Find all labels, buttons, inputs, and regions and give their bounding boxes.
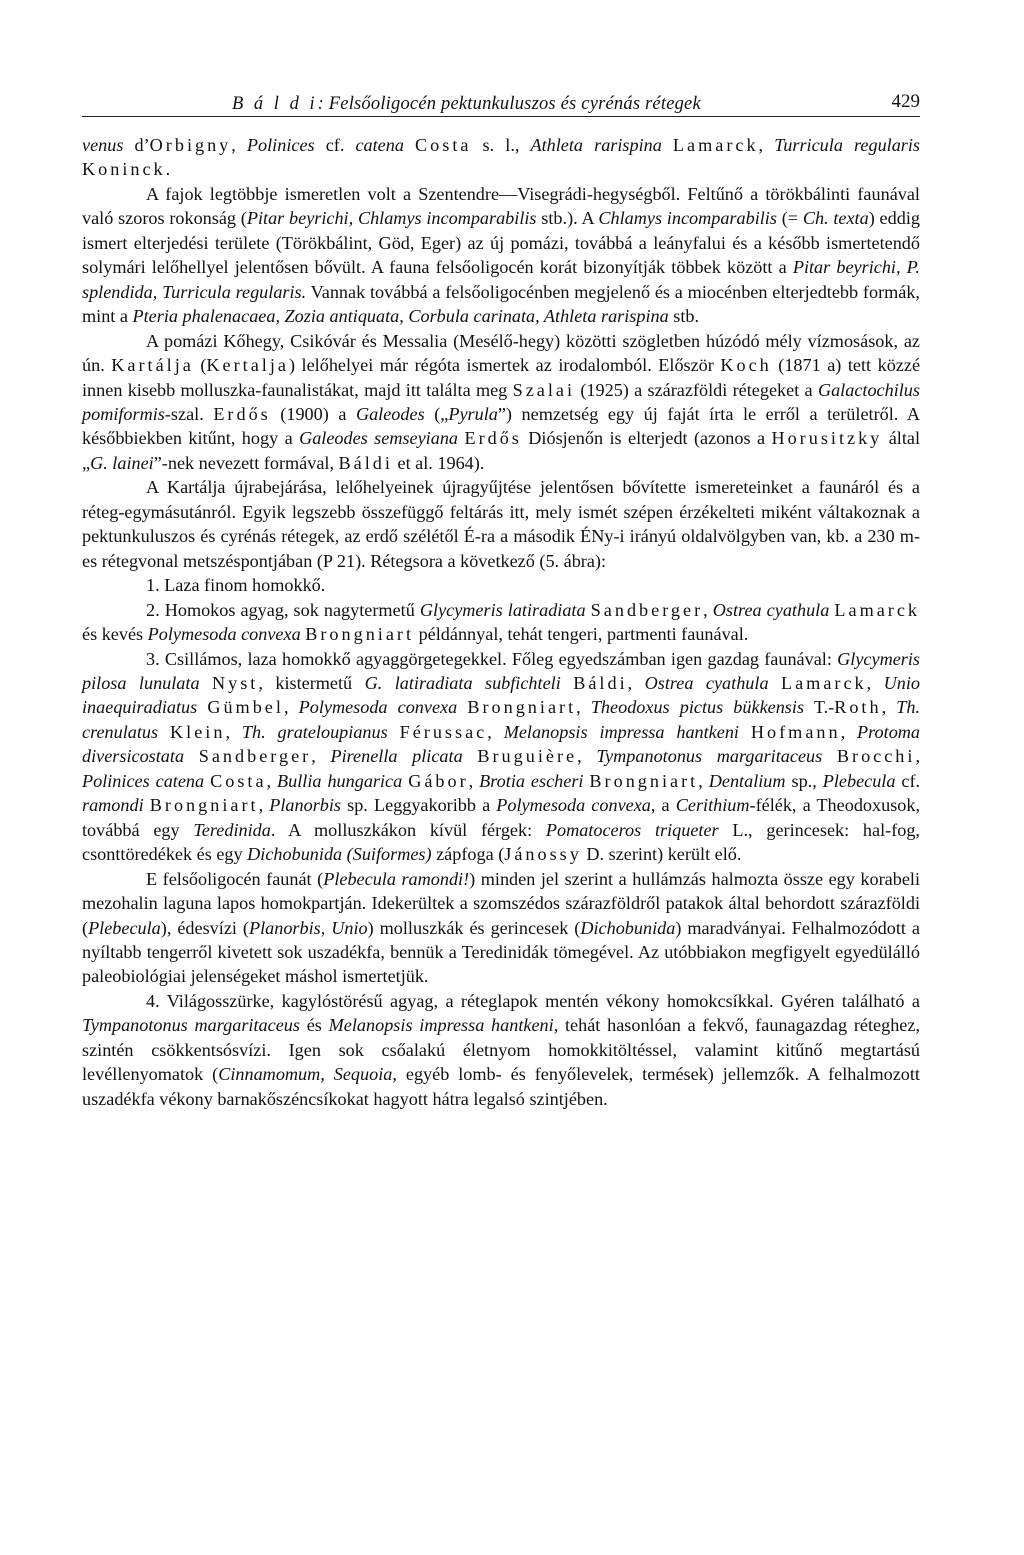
paragraph-9: 4. Világosszürke, kagylóstörésű agyag, a réteglapok mentén vékony homokcsíkkal. Gyéren található a Tympanotonus margaritaceus és Melanopsis impressa hantkeni, tehát hasonlóan a fekvő, faunagazdag réteghez, szintén csökkentsósvízi. Igen sok csőalakú életnyom homokkitöltéssel, valamint kitűnő megtartású levéllenyomatok (Cinnamomum, Sequoia, egyéb lomb- és fenyőlevelek, termések) jellemzők. A felhalmozott uszadékfa vékony barnakőszéncsíkokat hagyott hátra legalsó szintjében. (82, 990, 920, 1109)
body-text (82, 133, 920, 1111)
header-author: B á l d i (232, 94, 318, 114)
paragraph-2: A fajok legtöbbje ismeretlen volt a Szentendre—Visegrádi-hegységből. Feltűnő a törökbálinti faunával való szoros rokonság (Pitar beyrichi, Chlamys incomparabilis stb.). A Chlamys incomparabilis (= Ch. texta) eddig ismert elterjedési területe (Törökbálint, Göd, Eger) az új pomázi, továbbá a leányfalui és a később ismertetendő solymári lelőhellyel jelentősen bővült. A fauna felsőoligocén korát bizonyítják többek között a Pitar beyrichi, P. splendida, Turricula regularis. Vannak továbbá a felsőoligocénben megjelenő és a miocénben elterjedtebb formák, mint a Pteria phalenacaea, Zozia antiquata, Corbula carinata, Athleta rarispina stb. (82, 183, 920, 327)
header-title (232, 92, 701, 116)
page-content (82, 88, 920, 1111)
paragraph-5: 1. Laza finom homokkő. (146, 575, 326, 596)
running-header (82, 88, 920, 117)
paragraph-6: 2. Homokos agyag, sok nagytermetű Glycymeris latiradiata Sandberger, Ostrea cyathula Lamarck és kevés Polymesoda convexa Brongniart példánnyal, tehát tengeri, partmenti faunával. (82, 599, 921, 645)
paragraph-3: A pomázi Kőhegy, Csikóvár és Messalia (Mesélő-hegy) közötti szögletben húzódó mély vízmosások, az ún. Kartálja (Kertalja) lelőhelyei már régóta ismertek az irodalomból. Először Koch (1871 a) tett közzé innen kisebb molluszka-faunalistákat, majd itt találta meg Szalai (1925) a szárazföldi rétegeket a Galactochilus pomiformis-szal. Erdős (1900) a Galeodes („Pyrula”) nemzetség egy új faját írta le erről a területről. A későbbiekben kitűnt, hogy a Galeodes semseyiana Erdős Diósjenőn is elterjedt (azonos a Horusitzky által „G. lainei”-nek nevezett formával, Báldi et al. 1964). (82, 330, 921, 473)
page-number: 429 (891, 91, 920, 112)
header-title-text: : Felsőoligocén pektunkuluszos és cyrénás rétegek (317, 94, 701, 114)
paragraph-1: venus d’Orbigny, Polinices cf. catena Costa s. l., Athleta rarispina Lamarck, Turricula regularis Koninck. (82, 135, 921, 180)
paragraph-4: A Kartálja újrabejárása, lelőhelyeinek újragyűjtése jelentősen bővítette ismereteinket a faunáról és a réteg-egymásutánról. Egyik legszebb összefüggő feltárás itt, mely ismét szépen érzékelteti miként váltakoznak a pektunkuluszos és cyrénás rétegek, az erdő szélétől É-ra a második ÉNy-i irányú oldalvölgyben van, kb. a 230 m-es rétegvonal metszéspontjában (P 21). Rétegsora a következő (5. ábra): (82, 477, 920, 571)
paragraph-7: 3. Csillámos, laza homokkő agyaggörgetegekkel. Főleg egyedszámban igen gazdag faunával: Glycymeris pilosa lunulata Nyst, kistermetű G. latiradiata subfichteli Báldi, Ostrea cyathula Lamarck, Unio inaequiradiatus Gümbel, Polymesoda convexa Brongniart, Theodoxus pictus bükkensis T.-Roth, Th. crenulatus Klein, Th. grateloupianus Férussac, Melanopsis impressa hantkeni Hofmann, Protoma diversicostata Sandberger, Pirenella plicata Bruguière, Tympanotonus margaritaceus Brocchi, Polinices catena Costa, Bullia hungarica Gábor, Brotia escheri Brongniart, Dentalium sp., Plebecula cf. ramondi Brongniart, Planorbis sp. Leggyakoribb a Polymesoda convexa, a Cerithium-félék, a Theodoxusok, továbbá egy Teredinida. A molluszkákon kívül férgek: Pomatoceros triqueter L., gerincesek: hal-fog, csonttöredékek és egy Dichobunida (Suiformes) zápfoga (Jánossy D. szerint) került elő. (82, 648, 921, 865)
paragraph-8: E felsőoligocén faunát (Plebecula ramondi!) minden jel szerint a hullámzás halmozta össze egy korabeli mezohalin laguna lapos homokpartján. Idekerültek a szomszédos szárazföldről patakok által behordott szárazföldi (Plebecula), édesvízi (Planorbis, Unio) molluszkák és gerincesek (Dichobunida) maradványai. Felhalmozódott a nyíltabb tengerről kivetett sok uszadékfa, bennük a Teredinidák tömegével. Az utóbbiakon megfigyelt egyedülálló paleobiológiai jelenségeket máshol ismertetjük. (82, 868, 921, 987)
